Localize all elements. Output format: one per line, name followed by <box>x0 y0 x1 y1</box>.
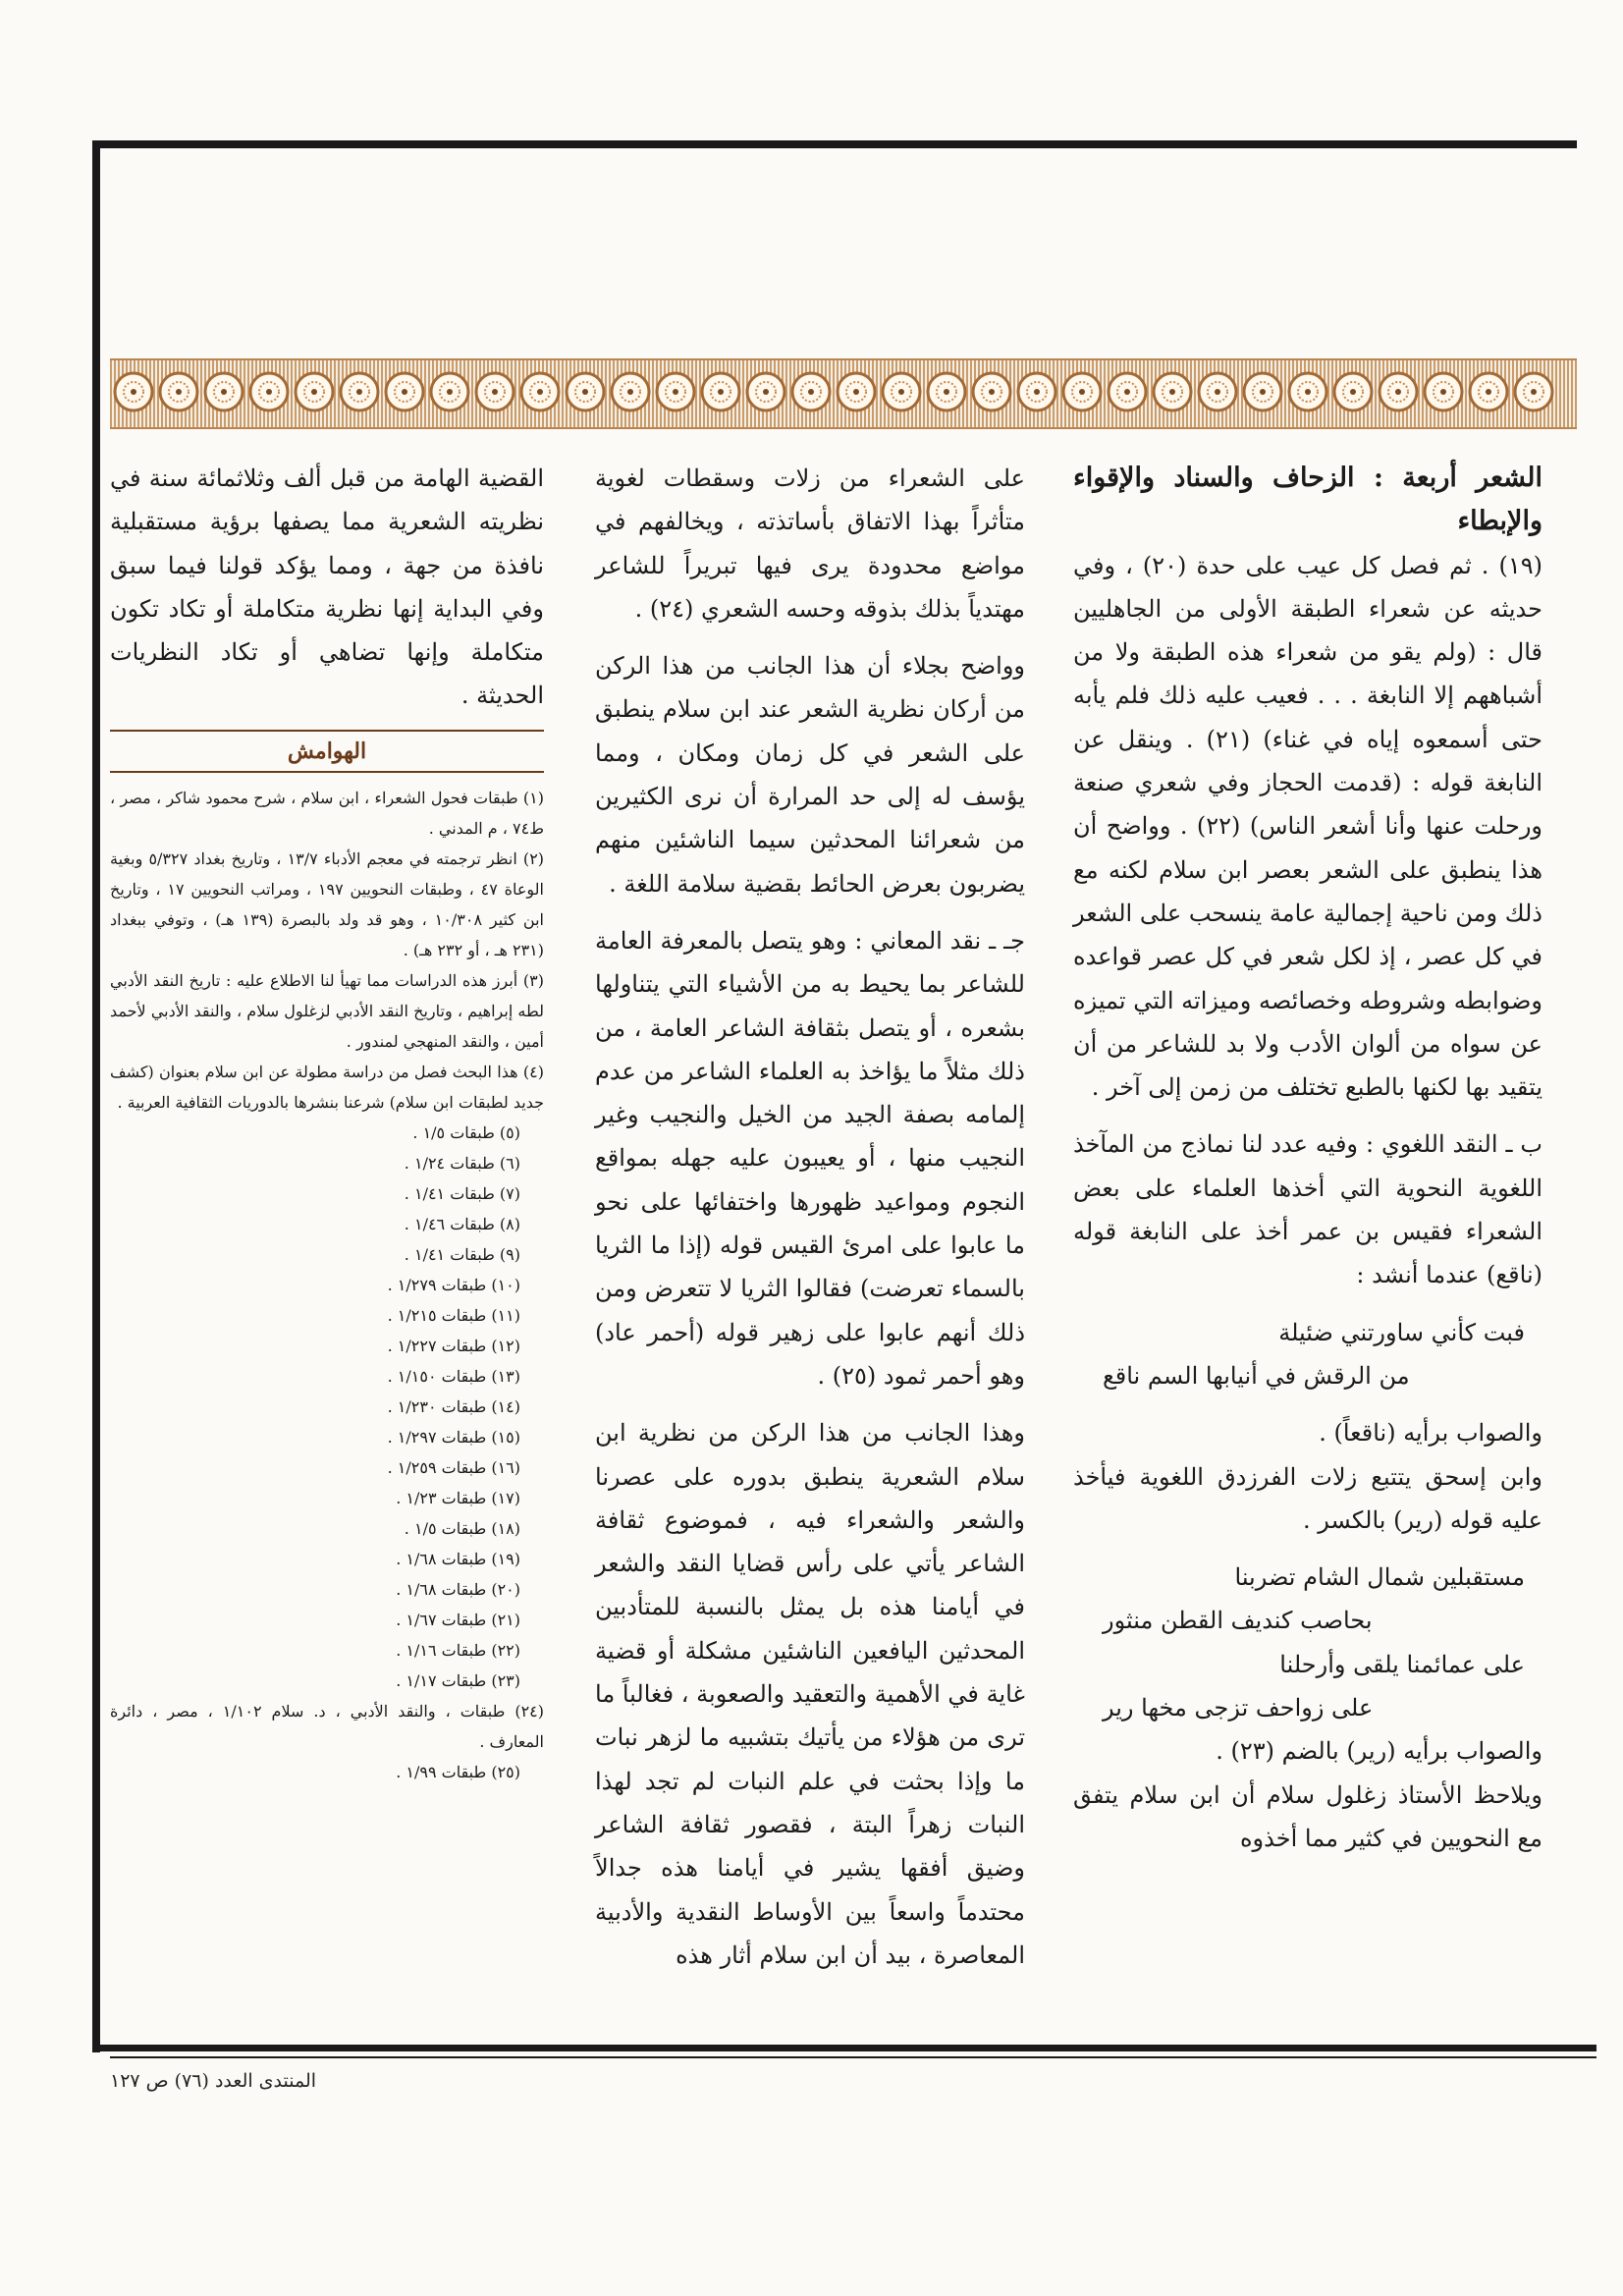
footnote: (١٨) طبقات ١/٥ . <box>404 1518 520 1538</box>
article-column-left <box>110 457 544 1787</box>
ornament-dot <box>492 389 498 395</box>
verse-line: على زواحف تزجى مخها رير <box>1103 1694 1374 1722</box>
paragraph: وابن إسحق يتتبع زلات الفرزدق اللغوية فيأخذ عليه قوله (رير) بالكسر . <box>1073 1462 1542 1534</box>
footnote: (١٦) طبقات ١/٢٥٩ . <box>387 1457 520 1477</box>
frame-top-rule <box>92 140 1577 148</box>
paragraph: القضية الهامة من قبل ألف وثلاثمائة سنة في نظريته الشعرية مما يصفها برؤية مستقبلية نافذة من جهة ، ومما يؤكد قولنا فيما سبق وفي البداية إنها نظرية متكاملة أو تكاد تكون متكاملة وإنها تضاهي أو تكاد النظريات الحديثة . <box>110 465 544 710</box>
ornament-dot <box>1350 389 1356 395</box>
footnote: (٦) طبقات ١/٢٤ . <box>404 1153 520 1173</box>
verse-line: بحاصب كنديف القطن منثور <box>1103 1607 1373 1635</box>
ornament-dot <box>266 389 272 395</box>
article-column-middle <box>595 457 1025 1977</box>
footnote: (٣) أبرز هذه الدراسات مما تهيأ لنا الاطلاع عليه : تاريخ النقد الأدبي لطه إبراهيم ، وتاريخ النقد الأدبي لزغلول سلام ، والنقد الأدبي لأحمد أمين ، والنقد المنهجي لمندور . <box>110 970 544 1051</box>
footnote: (٨) طبقات ١/٤٦ . <box>404 1214 520 1233</box>
frame-bottom-rule <box>92 2045 1596 2051</box>
ornament-dot <box>221 389 227 395</box>
footnote: (٢) انظر ترجمته في معجم الأدباء ١٣/٧ ، وتاريخ بغداد ٥/٣٢٧ وبغية الوعاة ٤٧ ، وطبقات النحويين ١٩٧ ، ومراتب النحويين ١٧ ، وتاريخ ابن كثير ١٠/٣٠٨ ، وهو قد ولد بالبصرة (١٣٩ هـ) ، وتوفي ببغداد (٢٣١ هـ ، أو ٢٣٢ هـ) . <box>110 848 545 959</box>
footnote: (٢٥) طبقات ١/٩٩ . <box>396 1762 520 1781</box>
frame-bottom-thin-rule <box>110 2056 1596 2058</box>
footnote: (١) طبقات فحول الشعراء ، ابن سلام ، شرح محمود شاكر ، مصر ، ط٧٤ ، م المدني . <box>110 788 544 838</box>
ornament-dot <box>989 389 995 395</box>
ornament-dot <box>944 389 949 395</box>
section-heading-poetry-four: الشعر أربعة : الزحاف والسناد والإقواء والإبطاء <box>1073 463 1542 537</box>
ornament-dot <box>627 389 633 395</box>
footnote: (١٩) طبقات ١/٦٨ . <box>396 1549 520 1568</box>
ornament-dot <box>1305 389 1311 395</box>
ornament-dot <box>1260 389 1266 395</box>
page-footer: المنتدى العدد (٧٦) ص ١٢٧ <box>110 2070 317 2092</box>
footnote: (١٣) طبقات ١/١٥٠ . <box>387 1366 520 1386</box>
footnote: (١١) طبقات ١/٢١٥ . <box>387 1305 520 1325</box>
ornament-dot <box>763 389 769 395</box>
paragraph: على الشعراء من زلات وسقطات لغوية متأثراً بهذا الاتفاق بأساتذته ، ويخالفهم في مواضع محدودة يرى فيها تبريراً للشاعر مهتدياً بذلك بذوقه وحسه الشعري (٢٤) . <box>595 465 1025 623</box>
footnote: (١٤) طبقات ١/٢٣٠ . <box>387 1396 520 1416</box>
ornamental-border-band <box>110 358 1577 429</box>
footnote: (٢٢) طبقات ١/١٦ . <box>396 1640 520 1660</box>
paragraph: والصواب برأيه (رير) بالضم (٢٣) . <box>1216 1737 1542 1766</box>
ornament-dot <box>1486 389 1491 395</box>
footnote: (١٢) طبقات ١/٢٢٧ . <box>387 1336 520 1355</box>
ornament-dot <box>1440 389 1446 395</box>
footnote: (٢٤) طبقات ، والنقد الأدبي ، د. سلام ١/١٠٢ ، مصر ، دائرة المعارف . <box>110 1701 544 1751</box>
footnotes-heading: الهوامش <box>110 730 544 773</box>
ornament-dot <box>1034 389 1040 395</box>
footnote: (٧) طبقات ١/٤١ . <box>404 1183 520 1203</box>
ornament-dot <box>402 389 407 395</box>
ornament-dot <box>311 389 317 395</box>
ornament-dot <box>898 389 904 395</box>
ornament-dot <box>1395 389 1401 395</box>
paragraph: ويلاحظ الأستاذ زغلول سلام أن ابن سلام يتفق مع النحويين في كثير مما أخذوه <box>1073 1780 1542 1852</box>
verse-line: مستقبلين شمال الشام تضربنا <box>1234 1563 1525 1592</box>
paragraph: والصواب برأيه (ناقعاً) . <box>1319 1419 1542 1448</box>
verse-line: على عمائمنا يلقى وأرحلنا <box>1279 1650 1525 1678</box>
ornament-dot <box>1124 389 1130 395</box>
footnote: (٩) طبقات ١/٤١ . <box>404 1244 520 1264</box>
footnotes-list <box>110 783 544 1787</box>
ornament-dot <box>537 389 543 395</box>
frame-left-rule <box>92 140 100 2052</box>
paragraph-linguistic-criticism: ب ـ النقد اللغوي : وفيه عدد لنا نماذج من المآخذ اللغوية النحوية التي أخذها العلماء على بعض الشعراء فقيس بن عمر أخذ على النابغة قوله (ناقع) عندما أنشد : <box>1073 1130 1542 1289</box>
ornament-dot <box>1215 389 1220 395</box>
footnote: (٥) طبقات ١/٥ . <box>412 1122 520 1142</box>
paragraph: وواضح بجلاء أن هذا الجانب من هذا الركن من أركان نظرية الشعر عند ابن سلام ينطبق على الشعر في كل زمان ومكان ، ومما يؤسف له إلى حد المرارة أن نرى الكثيرين من شعرائنا المحدثين سيما الناشئين منهم يضربون بعرض الحائط بقضية سلامة اللغة . <box>595 652 1026 898</box>
ornament-dot <box>176 389 182 395</box>
ornament-dot <box>1079 389 1085 395</box>
ornament-dot <box>131 389 136 395</box>
ornament-dot <box>718 389 724 395</box>
footnote: (٤) هذا البحث فصل من دراسة مطولة عن ابن سلام بعنوان (كشف جديد لطبقات ابن سلام) شرعنا بنشرها بالدوريات الثقافية العربية . <box>110 1062 544 1112</box>
verse-line: من الرقش في أنيابها السم ناقع <box>1103 1361 1410 1390</box>
footnote: (٢٣) طبقات ١/١٧ . <box>396 1670 520 1690</box>
footnote: (١٠) طبقات ١/٢٧٩ . <box>387 1275 520 1294</box>
ornament-dot <box>356 389 362 395</box>
ornament-dot <box>808 389 814 395</box>
ornament-dot <box>447 389 453 395</box>
ornament-dot <box>853 389 859 395</box>
ornament-dot <box>582 389 588 395</box>
footnote: (٢٠) طبقات ١/٦٨ . <box>396 1579 520 1599</box>
ornament-dot <box>1531 389 1537 395</box>
paragraph: وهذا الجانب من هذا الركن من نظرية ابن سلام الشعرية ينطبق بدوره على عصرنا والشعر والشعراء فيه ، فموضوع ثقافة الشاعر يأتي على رأس قضايا النقد والشعر في أيامنا هذه بل يمثل بالنسبة للمتأدبين المحدثين اليافعين الناشئين مشكلة أو قضية غاية في الأهمية والتعقيد والصعوبة ، فغالباً ما ترى من هؤلاء من يأتيك بتشبيه ما لزهر نبات ما وإذا بحثت في علم النبات لم تجد لهذا النبات زهراً البتة ، فقصور ثقافة الشاعر وضيق أفقها يشير في أيامنا هذه جدالاً محتدماً واسعاً بين الأوساط النقدية والأدبية المعاصرة ، بيد أن ابن سلام أثار هذه <box>595 1419 1025 1969</box>
article-column-right <box>1073 457 1542 1860</box>
ornament-dot <box>673 389 678 395</box>
paragraph-meaning-criticism: جـ ـ نقد المعاني : وهو يتصل بالمعرفة العامة للشاعر بما يحيط به من الأشياء التي يتناولها بشعره ، أو يتصل بثقافة الشاعر العامة ، من ذلك مثلاً ما يؤاخذ به العلماء الشاعر من عدم إلمامه بصفة الجيد من الخيل والنجيب وغير النجيب منها ، أو يعيبون عليه جهله بمواقع النجوم ومواعيد ظهورها واختفائها على نحو ما عابوا على امرئ القيس قوله (إذا ما الثريا بالسماء تعرضت) فقالوا الثريا لا تتعرض ومن ذلك أنهم عابوا على زهير قوله (أحمر عاد) وهو أحمر ثمود (٢٥) . <box>595 926 1025 1390</box>
ornament-circles <box>110 360 1577 423</box>
footnote: (١٧) طبقات ١/٢٣ . <box>396 1488 520 1507</box>
verse-line: فبت كأني ساورتني ضئيلة <box>1278 1318 1525 1346</box>
ornament-dot <box>1169 389 1175 395</box>
footnote: (٢١) طبقات ١/٦٧ . <box>396 1610 520 1629</box>
paragraph: (١٩) . ثم فصل كل عيب على حدة (٢٠) ، وفي حديثه عن شعراء الطبقة الأولى من الجاهليين قال : (ولم يقو من شعراء هذه الطبقة ولا من أشباههم إلا النابغة . . . فعيب عليه ذلك فلم يأبه حتى أسمعوه إياه في غناء) (٢١) . وينقل عن النابغة قوله : (قدمت الحجاز وفي شعري صنعة ورحلت عنها وأنا أشعر الناس) (٢٢) . وواضح أن هذا ينطبق على الشعر بعصر ابن سلام لكنه مع ذلك ومن ناحية إجمالية عامة ينسحب على الشعر في كل عصر ، إذ لكل شعر في كل عصر قواعده وضوابطه وشروطه وخصائصه وميزاته التي تميزه عن سواه من ألوان الأدب ولا بد للشاعر من أن يتقيد بها لكنها بالطبع تختلف من زمن إلى آخر . <box>1073 551 1543 1102</box>
footnote: (١٥) طبقات ١/٢٩٧ . <box>387 1427 520 1447</box>
